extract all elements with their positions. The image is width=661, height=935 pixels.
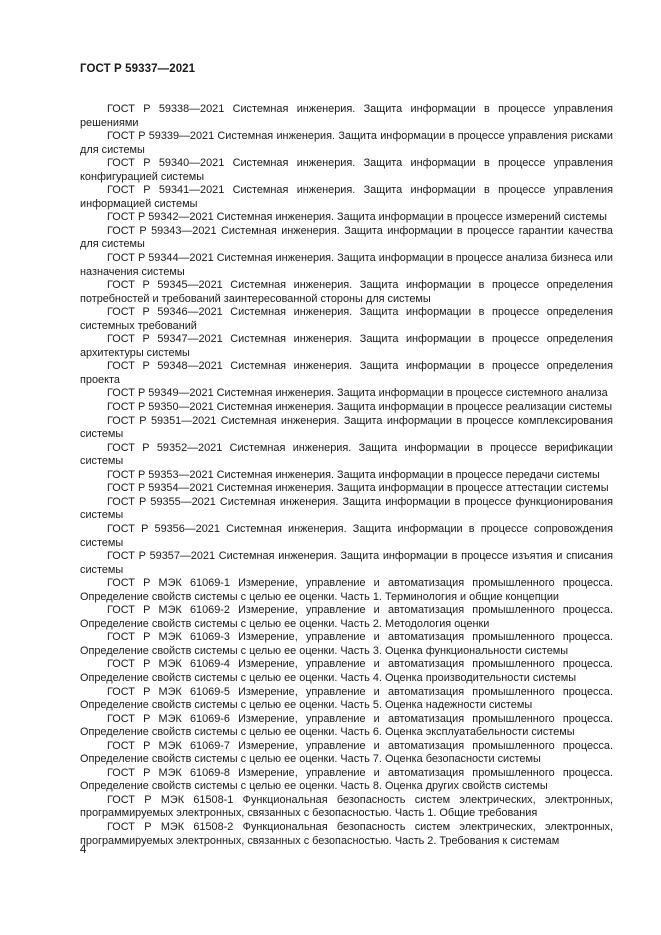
reference-item: ГОСТ Р 59355—2021 Системная инженерия. Защита информации в процессе функционирования системы: [80, 495, 613, 522]
reference-item: ГОСТ Р МЭК 61069-4 Измерение, управление и автоматизация промышленного процесса. Определение свойств системы с целью ее оценки. Часть 4. Оценка производительности системы: [80, 658, 613, 684]
reference-item: ГОСТ Р МЭК 61508-1 Функциональная безопасность систем электрических, электронных, программируемых электронных, связанных с безопасностью. Часть 1. Общие требования: [80, 793, 613, 820]
reference-item: ГОСТ Р 59351—2021 Системная инженерия. Защита информации в процессе комплексирования системы: [80, 414, 613, 441]
reference-item: ГОСТ Р МЭК 61069-8 Измерение, управление и автоматизация промышленного процесса. Определение свойств системы с целью ее оценки. Часть 8. Оценка других свойств системы: [80, 766, 613, 793]
reference-item: ГОСТ Р 59341—2021 Системная инженерия. Защита информации в процессе управления информацией системы: [80, 184, 613, 210]
reference-item: ГОСТ Р 59347—2021 Системная инженерия. Защита информации в процессе определения архитектуры системы: [80, 333, 613, 359]
reference-item: ГОСТ Р 59348—2021 Системная инженерия. Защита информации в процессе определения проекта: [80, 360, 613, 386]
reference-item: ГОСТ Р 59357—2021 Системная инженерия. Защита информации в процессе изъятия и списания системы: [80, 550, 613, 576]
reference-item: ГОСТ Р МЭК 61069-6 Измерение, управление и автоматизация промышленного процесса. Определение свойств системы с целью ее оценки. Часть 6. Оценка эксплуатабельности системы: [80, 712, 613, 739]
page-number: 4: [80, 844, 87, 856]
reference-item: ГОСТ Р 59346—2021 Системная инженерия. Защита информации в процессе определения системных требований: [80, 306, 613, 332]
reference-item: ГОСТ Р 59345—2021 Системная инженерия. Защита информации в процессе определения потребностей и требований заинтересованной стороны для системы: [80, 279, 613, 305]
normative-references-list: [80, 103, 613, 848]
reference-item: ГОСТ Р 59353—2021 Системная инженерия. Защита информации в процессе передачи системы: [107, 468, 600, 481]
reference-item: ГОСТ Р 59349—2021 Системная инженерия. Защита информации в процессе системного анализа: [107, 387, 608, 400]
reference-item: ГОСТ Р 59338—2021 Системная инженерия. Защита информации в процессе управления решениями: [80, 103, 613, 129]
reference-item: ГОСТ Р 59339—2021 Системная инженерия. Защита информации в процессе управления рисками для системы: [80, 130, 613, 156]
reference-item: ГОСТ Р МЭК 61069-2 Измерение, управление и автоматизация промышленного процесса. Определение свойств системы с целью ее оценки. Часть 2. Методология оценки: [80, 604, 613, 630]
reference-item: ГОСТ Р 59356—2021 Системная инженерия. Защита информации в процессе сопровождения системы: [80, 522, 613, 549]
reference-item: ГОСТ Р МЭК 61508-2 Функциональная безопасность систем электрических, электронных, программируемых электронных, связанных с безопасностью. Часть 2. Требования к системам: [80, 820, 613, 847]
reference-item: ГОСТ Р МЭК 61069-5 Измерение, управление и автоматизация промышленного процесса. Определение свойств системы с целью ее оценки. Часть 5. Оценка надежности системы: [80, 685, 613, 712]
reference-item: ГОСТ Р 59343—2021 Системная инженерия. Защита информации в процессе гарантии качества для системы: [80, 224, 613, 251]
reference-item: ГОСТ Р МЭК 61069-1 Измерение, управление и автоматизация промышленного процесса. Определение свойств системы с целью ее оценки. Часть 1. Терминология и общие концепции: [80, 577, 613, 603]
reference-item: ГОСТ Р 59352—2021 Системная инженерия. Защита информации в процессе верификации системы: [80, 441, 613, 468]
reference-item: ГОСТ Р 59354—2021 Системная инженерия. Защита информации в процессе аттестации системы: [107, 482, 609, 495]
standard-header: ГОСТ Р 59337—2021: [80, 63, 196, 75]
reference-item: ГОСТ Р МЭК 61069-7 Измерение, управление и автоматизация промышленного процесса. Определение свойств системы с целью ее оценки. Часть 7. Оценка безопасности системы: [80, 739, 613, 766]
reference-item: ГОСТ Р 59340—2021 Системная инженерия. Защита информации в процессе управления конфигурацией системы: [80, 157, 613, 183]
reference-item: ГОСТ Р МЭК 61069-3 Измерение, управление и автоматизация промышленного процесса. Определение свойств системы с целью ее оценки. Часть 3. Оценка функциональности системы: [80, 631, 613, 657]
reference-item: ГОСТ Р 59350—2021 Системная инженерия. Защита информации в процессе реализации системы: [107, 401, 613, 414]
reference-item: ГОСТ Р 59344—2021 Системная инженерия. Защита информации в процессе анализа бизнеса или назначения системы: [80, 252, 613, 278]
reference-item: ГОСТ Р 59342—2021 Системная инженерия. Защита информации в процессе измерений системы: [107, 211, 607, 224]
